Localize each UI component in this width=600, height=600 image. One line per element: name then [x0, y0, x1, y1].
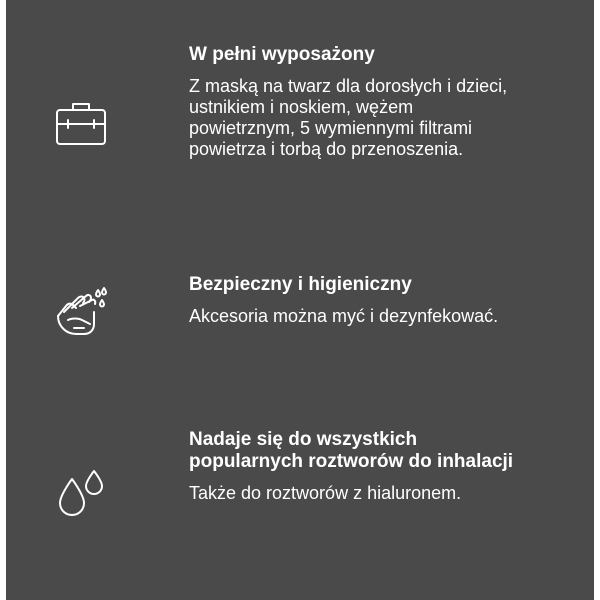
feature-description: Także do roztworów z hialuronem. [189, 483, 462, 503]
feature-title: Bezpieczny i higieniczny [189, 274, 412, 295]
feature-text [189, 429, 519, 504]
toolbox-icon [54, 98, 108, 152]
feature-text [189, 44, 519, 160]
feature-description: Akcesoria można myć i dezynfekować. [189, 306, 499, 326]
features-panel [6, 0, 594, 600]
feature-text [189, 274, 519, 327]
feature-title: Nadaje się do wszystkich popularnych roztworów do inhalacji [189, 429, 514, 472]
feature-description: Z maską na twarz dla dorosłych i dzieci, ustnikiem i noskiem, wężem powietrznym, 5 wymiennymi filtrami powietrza i torbą do przenoszenia. [189, 76, 508, 159]
droplets-icon [54, 465, 108, 519]
feature-title: W pełni wyposażony [189, 44, 375, 65]
hand-washing-icon [54, 286, 108, 340]
